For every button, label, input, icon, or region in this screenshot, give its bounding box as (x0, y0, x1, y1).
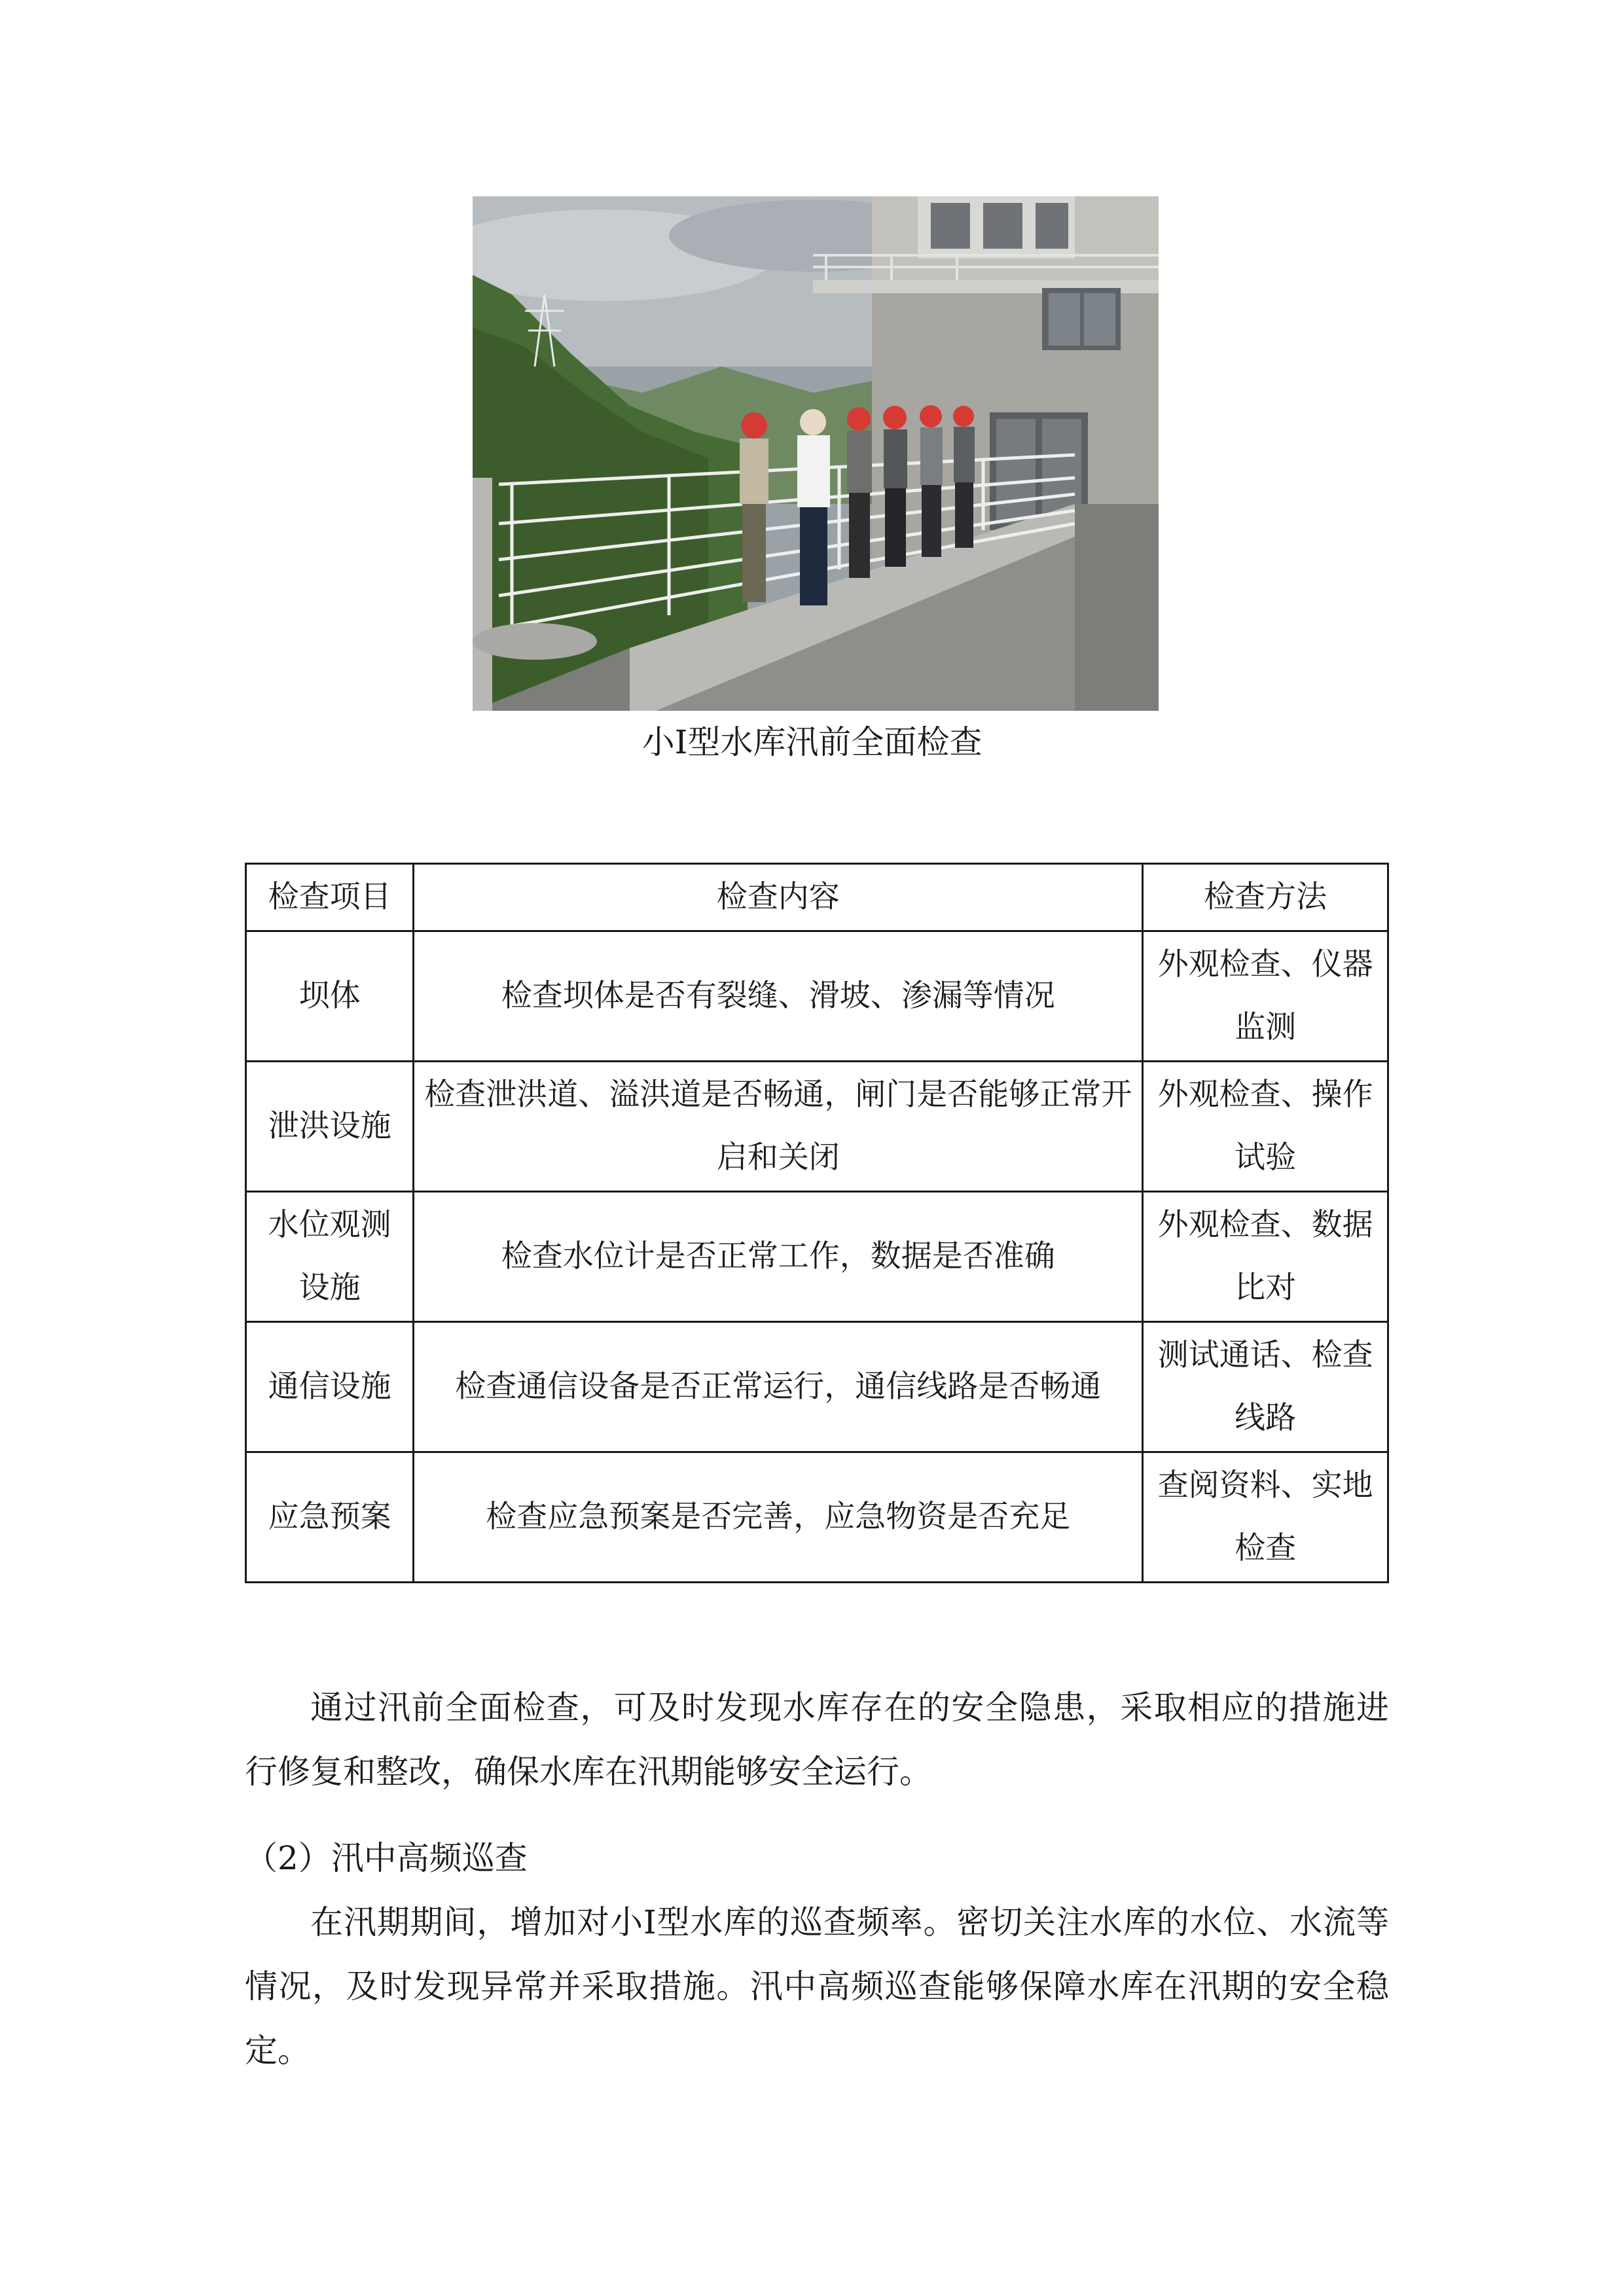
header-method: 检查方法 (1143, 864, 1388, 931)
table-header-row (246, 864, 1388, 931)
header-content: 检查内容 (414, 864, 1143, 931)
cell-method: 外观检查、操作试验 (1143, 1062, 1388, 1192)
table-row (246, 1322, 1388, 1452)
table-row (246, 931, 1388, 1062)
inspection-photo (473, 196, 1159, 711)
cell-method: 外观检查、仪器监测 (1143, 931, 1388, 1062)
cell-content: 检查泄洪道、溢洪道是否畅通，闸门是否能够正常开启和关闭 (414, 1062, 1143, 1192)
cell-content: 检查应急预案是否完善，应急物资是否充足 (414, 1452, 1143, 1583)
table-row (246, 1062, 1388, 1192)
cell-item: 坝体 (246, 931, 414, 1062)
cell-method: 外观检查、数据比对 (1143, 1192, 1388, 1322)
header-item: 检查项目 (246, 864, 414, 931)
cell-content: 检查通信设备是否正常运行，通信线路是否畅通 (414, 1322, 1143, 1452)
cell-method: 测试通话、检查线路 (1143, 1322, 1388, 1452)
inspection-table (245, 863, 1389, 1583)
cell-method: 查阅资料、实地检查 (1143, 1452, 1388, 1583)
figure-caption: 小Ⅰ型水库汛前全面检查 (641, 723, 983, 761)
body-paragraph: 在汛期期间，增加对小Ⅰ型水库的巡查频率。密切关注水库的水位、水流等情况，及时发现异常并采取措施。汛中高频巡查能够保障水库在汛期的安全稳定。 (245, 1903, 1389, 2070)
cell-item: 应急预案 (246, 1452, 414, 1583)
cell-item: 泄洪设施 (246, 1062, 414, 1192)
cell-content: 检查坝体是否有裂缝、滑坡、渗漏等情况 (414, 931, 1143, 1062)
reservoir-inspection-illustration (473, 196, 1159, 711)
summary-paragraph: 通过汛前全面检查，可及时发现水库存在的安全隐患，采取相应的措施进行修复和整改，确保水库在汛期能够安全运行。 (245, 1689, 1389, 1791)
cell-content: 检查水位计是否正常工作，数据是否准确 (414, 1192, 1143, 1322)
section-heading: （2）汛中高频巡查 (245, 1839, 528, 1877)
cell-item: 水位观测设施 (246, 1192, 414, 1322)
table-row (246, 1452, 1388, 1583)
table-row (246, 1192, 1388, 1322)
cell-item: 通信设施 (246, 1322, 414, 1452)
